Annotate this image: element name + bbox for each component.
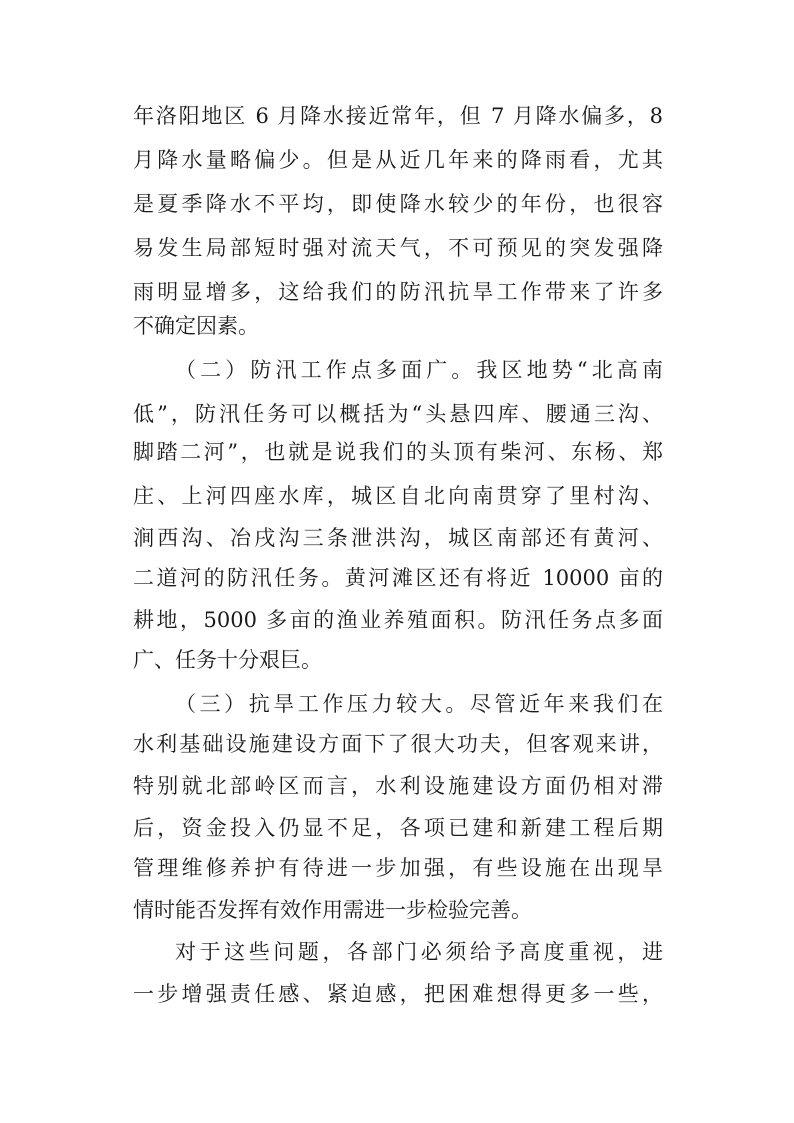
paragraph-heading-2: （二）防汛工作点多面广。我区地势“北高南 <box>175 358 663 382</box>
paragraph-heading-3: （三）抗旱工作压力较大。尽管近年来我们在 <box>175 692 663 716</box>
text-line: 耕地，5000 多亩的渔业养殖面积。防汛任务点多面 <box>133 608 663 632</box>
text-line: 管理维修养护有待进一步加强，有些设施在出现旱 <box>133 856 663 880</box>
text-line: 情时能否发挥有效作用需进一步检验完善。 <box>133 898 532 922</box>
text-line: 后，资金投入仍显不足，各项已建和新建工程后期 <box>133 816 663 840</box>
paragraph-start: 对于这些问题，各部门必须给予高度重视，进 <box>175 940 663 964</box>
text-line: 水利基础设施建设方面下了很大功夫，但客观来讲， <box>133 732 663 756</box>
text-line: 低”，防汛任务可以概括为“头悬四库、腰通三沟、 <box>133 402 663 426</box>
text-line: 庄、上河四座水库，城区自北向南贯穿了里村沟、 <box>133 484 663 508</box>
text-line: 广、任务十分艰巨。 <box>133 648 322 672</box>
text-line: 雨明显增多，这给我们的防汛抗旱工作带来了许多 <box>133 280 663 304</box>
text-line: 一步增强责任感、紧迫感，把困难想得更多一些， <box>133 982 663 1006</box>
text-line: 年洛阳地区 6 月降水接近常年，但 7 月降水偏多，8 <box>133 104 663 128</box>
text-line: 涧西沟、冶戌沟三条泄洪沟，城区南部还有黄河、 <box>133 526 663 550</box>
text-line: 月降水量略偏少。但是从近几年来的降雨看，尤其 <box>133 148 663 172</box>
text-line: 二道河的防汛任务。黄河滩区还有将近 10000 亩的 <box>133 566 663 590</box>
text-line: 是夏季降水不平均，即使降水较少的年份，也很容 <box>133 192 663 216</box>
text-line: 特别就北部岭区而言，水利设施建设方面仍相对滞 <box>133 774 663 798</box>
text-line: 不确定因素。 <box>133 314 259 338</box>
text-line: 脚踏二河”，也就是说我们的头顶有柴河、东杨、郑 <box>133 440 663 464</box>
text-line: 易发生局部短时强对流天气，不可预见的突发强降 <box>133 236 663 260</box>
